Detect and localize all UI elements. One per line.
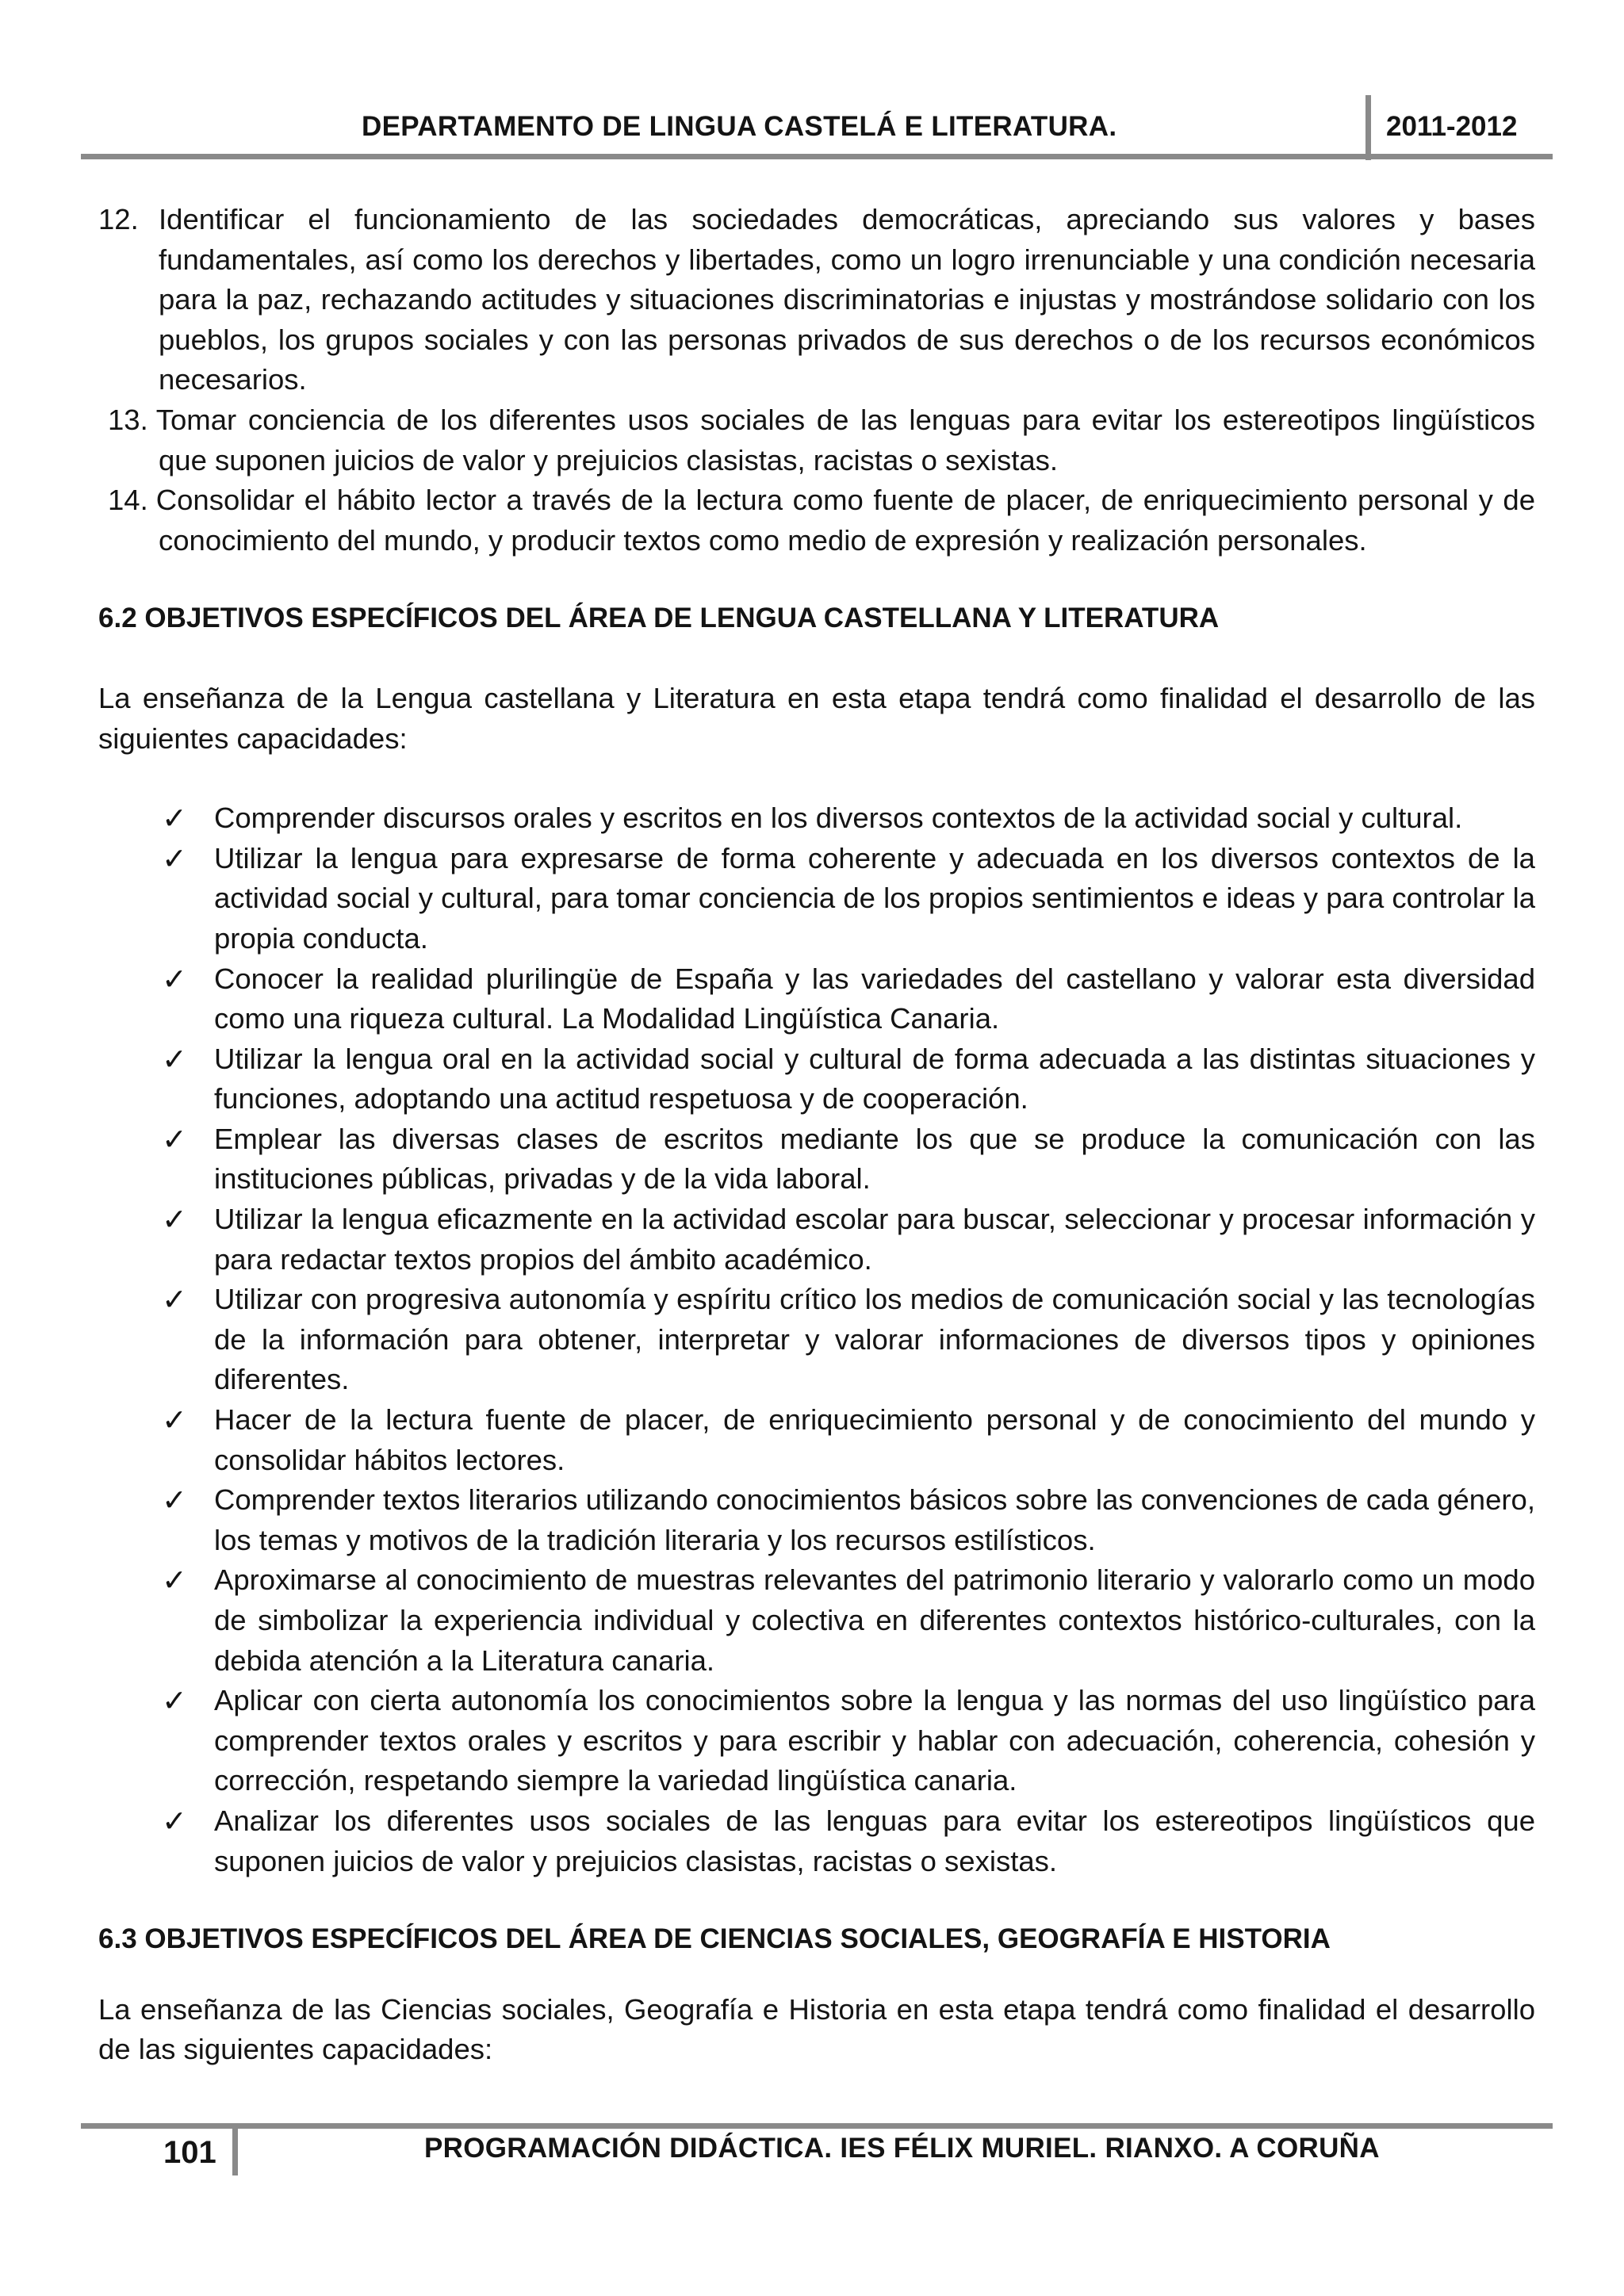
page-number: 101	[163, 2135, 216, 2170]
checklist-item-text: Aplicar con cierta autonomía los conocimientos sobre la lengua y las normas del uso lingüístico para comprender textos orales y escritos y para escribir y hablar con adecuación, coherencia, cohesión y corrección, respetando siempre la variedad lingüística canaria.	[214, 1684, 1535, 1797]
checklist-item	[98, 1801, 1535, 1881]
objective-text: Consolidar el hábito lector a través de la lectura como fuente de placer, de enriquecimiento personal y de conocimiento del mundo, y producir textos como medio de expresión y realización personales.	[155, 484, 1535, 557]
section-heading-6-3: 6.3 OBJETIVOS ESPECÍFICOS DEL ÁREA DE CIENCIAS SOCIALES, GEOGRAFÍA E HISTORIA	[98, 1923, 1331, 1955]
checklist-item	[98, 1200, 1535, 1280]
checklist-item	[98, 1039, 1535, 1119]
footer-divider	[232, 2125, 238, 2175]
numbered-objective	[98, 480, 1535, 561]
checkmark-icon: ✓	[162, 1121, 187, 1157]
numbered-objectives-list	[98, 200, 1535, 561]
header-rule	[81, 154, 1553, 159]
numbered-objective	[98, 200, 1535, 400]
objective-text: Tomar conciencia de los diferentes usos sociales de las lenguas para evitar los estereotipos lingüísticos que suponen juicios de valor y prejuicios clasistas, racistas o sexistas.	[155, 403, 1535, 476]
checkmark-icon: ✓	[162, 961, 187, 997]
objective-number: 14.	[108, 484, 148, 517]
checklist-item-text: Utilizar la lengua eficazmente en la actividad escolar para buscar, seleccionar y procesar información y para redactar textos propios del ámbito académico.	[214, 1203, 1535, 1276]
section-6-2-checklist	[98, 798, 1535, 1881]
checkmark-icon: ✓	[162, 801, 187, 836]
checklist-item	[98, 1480, 1535, 1560]
checklist-item	[98, 1280, 1535, 1400]
checklist-item-text: Utilizar la lengua oral en la actividad social y cultural de forma adecuada a las distintas situaciones y funciones, adoptando una actitud respetuosa y de cooperación.	[214, 1042, 1535, 1115]
checklist-item	[98, 1681, 1535, 1801]
checkmark-icon: ✓	[162, 840, 187, 876]
checklist-item-text: Utilizar con progresiva autonomía y espíritu crítico los medios de comunicación social y las tecnologías de la información para obtener, interpretar y valorar informaciones de diversos tipos y opiniones diferentes.	[214, 1283, 1535, 1396]
checkmark-icon: ✓	[162, 1282, 187, 1318]
checklist-item	[98, 1560, 1535, 1681]
checklist-item-text: Hacer de la lectura fuente de placer, de enriquecimiento personal y de conocimiento del mundo y consolidar hábitos lectores.	[214, 1403, 1535, 1476]
checklist-item-text: Utilizar la lengua para expresarse de forma coherente y adecuada en los diversos contextos de la actividad social y cultural, para tomar conciencia de los propios sentimientos e ideas y para controlar la propia conducta.	[214, 841, 1535, 955]
checkmark-icon: ✓	[162, 1202, 187, 1238]
checkmark-icon: ✓	[162, 1483, 187, 1518]
checklist-item	[98, 798, 1535, 839]
checklist-item-text: Emplear las diversas clases de escritos mediante los que se produce la comunicación con las instituciones públicas, privadas y de la vida laboral.	[214, 1122, 1535, 1196]
checklist-item-text: Analizar los diferentes usos sociales de las lenguas para evitar los estereotipos lingüísticos que suponen juicios de valor y prejuicios clasistas, racistas o sexistas.	[214, 1804, 1535, 1877]
checkmark-icon: ✓	[162, 1041, 187, 1077]
footer-text: PROGRAMACIÓN DIDÁCTICA. IES FÉLIX MURIEL. RIANXO. A CORUÑA	[424, 2133, 1380, 2164]
section-heading-6-2: 6.2 OBJETIVOS ESPECÍFICOS DEL ÁREA DE LENGUA CASTELLANA Y LITERATURA	[98, 603, 1220, 634]
objective-text: Identificar el funcionamiento de las sociedades democráticas, apreciando sus valores y bases fundamentales, así como los derechos y libertades, como un logro irrenunciable y una condición necesaria para la paz, rechazando actitudes y situaciones discriminatorias e injustas y mostrándose solidario con los pueblos, los grupos sociales y con las personas privados de sus derechos o de los recursos económicos necesarios.	[159, 203, 1535, 396]
header-year: 2011-2012	[1386, 111, 1518, 142]
checkmark-icon: ✓	[162, 1683, 187, 1719]
checkmark-icon: ✓	[162, 1563, 187, 1598]
checklist-item	[98, 839, 1535, 959]
checklist-item-text: Comprender textos literarios utilizando conocimientos básicos sobre las convenciones de cada género, los temas y motivos de la tradición literaria y los recursos estilísticos.	[214, 1483, 1535, 1556]
checklist-item	[98, 1400, 1535, 1480]
header-title: DEPARTAMENTO DE LINGUA CASTELÁ E LITERATURA.	[362, 111, 1117, 142]
checklist-item	[98, 959, 1535, 1039]
checklist-item	[98, 1119, 1535, 1200]
header-divider	[1365, 95, 1371, 160]
objective-number: 13.	[108, 403, 148, 436]
checklist-item-text: Aproximarse al conocimiento de muestras relevantes del patrimonio literario y valorarlo como un modo de simbolizar la experiencia individual y colectiva en diferentes contextos histórico-culturales, con la debida atención a la Literatura canaria.	[214, 1563, 1535, 1677]
document-body	[98, 200, 1535, 2070]
checklist-item-text: Conocer la realidad plurilingüe de España y las variedades del castellano y valorar esta diversidad como una riqueza cultural. La Modalidad Lingüística Canaria.	[214, 962, 1535, 1035]
section-6-3-intro: La enseñanza de las Ciencias sociales, Geografía e Historia en esta etapa tendrá como finalidad el desarrollo de las siguientes capacidades:	[98, 1992, 1535, 2066]
objective-number: 12.	[98, 203, 139, 235]
section-6-2-intro: La enseñanza de la Lengua castellana y Literatura en esta etapa tendrá como finalidad el desarrollo de las siguientes capacidades:	[98, 681, 1535, 755]
numbered-objective	[98, 400, 1535, 480]
checkmark-icon: ✓	[162, 1402, 187, 1438]
checkmark-icon: ✓	[162, 1803, 187, 1839]
checklist-item-text: Comprender discursos orales y escritos en los diversos contextos de la actividad social y cultural.	[214, 802, 1463, 835]
footer-rule	[81, 2123, 1553, 2129]
